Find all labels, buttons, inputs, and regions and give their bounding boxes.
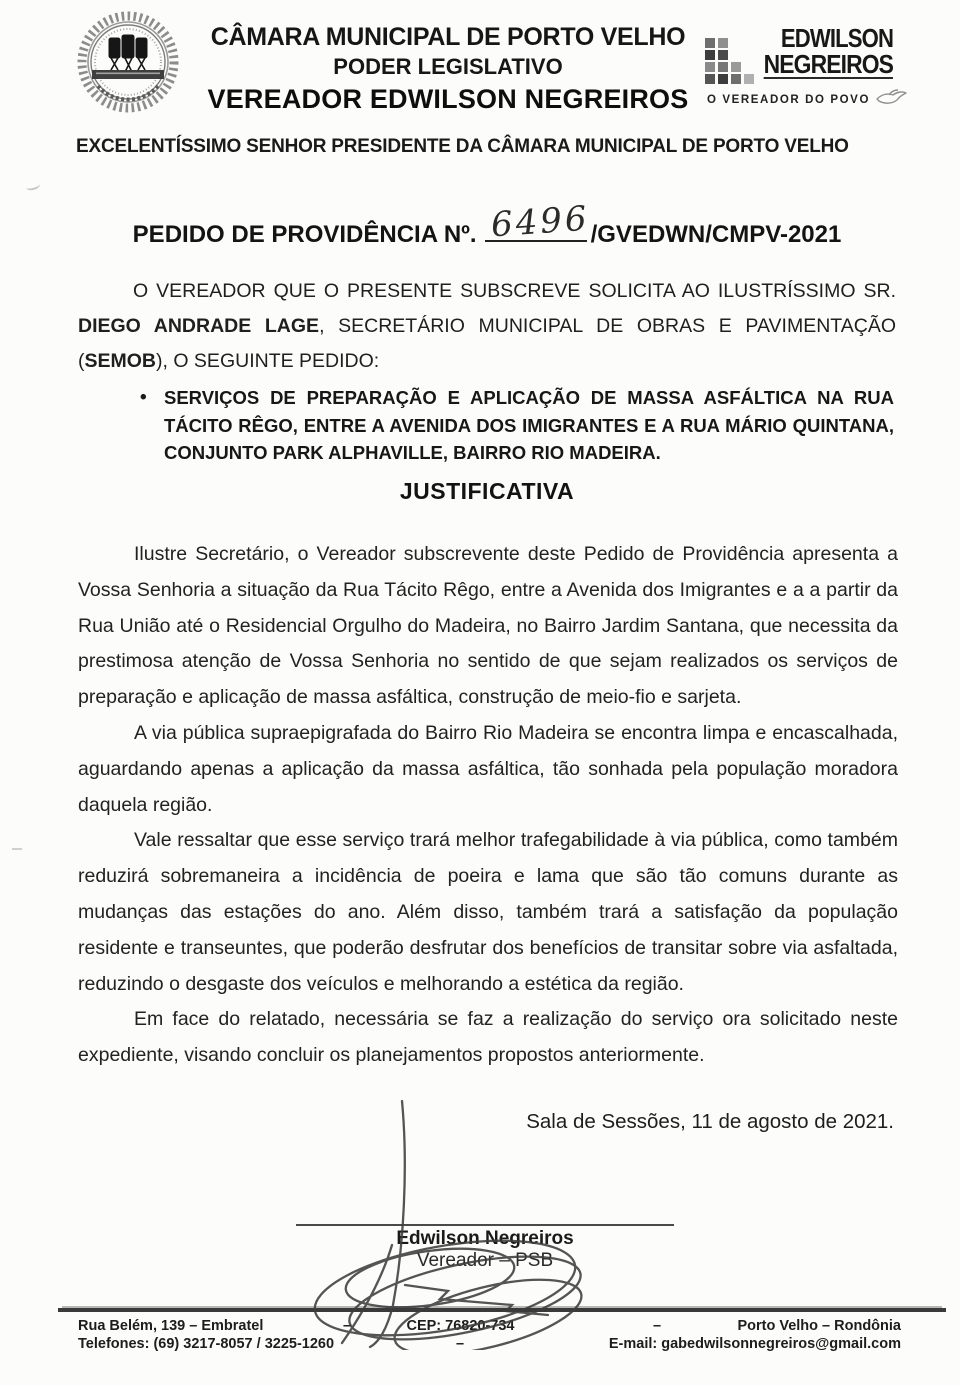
justification-paragraph: A via pública supraepigrafada do Bairro Rio Madeira se encontra limpa e encascalhada, aguardando apenas a aplicação da massa asfáltica, tão sonhada pela população moradora daquela região. — [78, 721, 898, 816]
secretary-org-acronym: SEMOB — [84, 350, 157, 372]
footer-separator: – — [343, 1318, 352, 1334]
councilman-logo — [703, 23, 905, 106]
request-intro-paragraph — [78, 274, 896, 379]
signature-block — [296, 1228, 674, 1272]
footer — [58, 1308, 946, 1368]
footer-city: Porto Velho – Rondônia — [737, 1318, 901, 1334]
logo-tagline: O VEREADOR DO POVO — [707, 93, 870, 106]
dove-icon — [875, 88, 909, 111]
request-bullet-text: SERVIÇOS DE PREPARAÇÃO E APLICAÇÃO DE MASSA ASFÁLTICA NA RUA TÁCITO RÊGO, ENTRE A AVENIDA DOS IMIGRANTES E A RUA MÁRIO QUINTANA, CONJUNTO PARK ALPHAVILLE, BAIRRO RIO MADEIRA. — [164, 387, 894, 463]
justification-paragraph: Em face do relatado, necessária se faz a realização do serviço ora solicitado neste expediente, visando concluir os planejamentos propostos anteriormente. — [78, 1008, 898, 1067]
logo-last-name: NEGREIROS — [763, 49, 893, 79]
footer-phones: Telefones: (69) 3217-8057 / 3225-1260 — [78, 1336, 335, 1352]
signer-name: Edwilson Negreiros — [396, 1228, 574, 1249]
scan-artifact — [12, 848, 22, 850]
session-date-line: Sala de Sessões, 11 de agosto de 2021. — [526, 1110, 894, 1133]
intro-text-2: , SECRETÁRIO MUNICIPAL DE OBRAS E PAVIMENTAÇÃO ( — [78, 315, 897, 372]
addressee-line: EXCELENTÍSSIMO SENHOR PRESIDENTE DA CÂMARA MUNICIPAL DE PORTO VELHO — [76, 136, 849, 157]
org-name: CÂMARA MUNICIPAL DE PORTO VELHO — [210, 23, 686, 51]
protocol-number-slot — [485, 198, 591, 246]
justification-heading: JUSTIFICATIVA — [399, 478, 575, 504]
justification-paragraph: Vale ressaltar que esse serviço trará melhor trafegabilidade à via pública, como também reduzirá sobremaneira a incidência de poeira e lama que são tão comuns durante as mudanças das estações do ano. Além disso, também trará a satisfação da população residente e transeuntes, que poderão desfrutar dos benefícios de transitar sobre via asfaltada, reduzindo o desgaste dos veículos e melhorando a estética da região. — [78, 829, 898, 995]
org-branch: PODER LEGISLATIVO — [333, 54, 563, 79]
footer-cep: CEP: 76820-734 — [406, 1318, 515, 1334]
justification-body — [78, 537, 898, 1074]
pixel-bars-icon — [705, 30, 759, 93]
handwritten-protocol-number: 6496 — [489, 198, 591, 246]
footer-email: E-mail: gabedwilsonnegreiros@gmail.com — [608, 1336, 901, 1352]
signature-rule — [296, 1224, 674, 1226]
request-bullet-item — [140, 384, 894, 467]
title-suffix: /GVEDWN/CMPV-2021 — [590, 221, 842, 248]
org-councilman: VEREADOR EDWILSON NEGREIROS — [207, 84, 689, 114]
footer-address: Rua Belém, 139 – Embratel — [78, 1318, 264, 1334]
scan-artifact — [25, 180, 41, 191]
intro-text-1: O VEREADOR QUE O PRESENTE SUBSCREVE SOLICITA AO ILUSTRÍSSIMO SR. — [133, 280, 896, 302]
footer-separator: – — [653, 1318, 662, 1334]
justification-paragraph: Ilustre Secretário, o Vereador subscrevente deste Pedido de Providência apresenta a Vossa Senhoria a situação da Rua Tácito Rêgo, entre a Avenida dos Imigrantes e a a partir da Rua União até o Residencial Orgulho do Madeira, no Bairro Jardim Santana, que necessita da prestimosa atenção de Vossa Senhoria no sentido de que sejam realizados os serviços de preparação e aplicação de massa asfáltica, construção de meio-fio e sarjeta. — [78, 543, 898, 709]
intro-text-3: ), O SEGUINTE PEDIDO: — [156, 350, 380, 372]
footer-separator: – — [456, 1336, 465, 1352]
document-title — [76, 198, 898, 249]
camara-seal-icon — [72, 8, 184, 120]
bullet-icon: • — [140, 387, 147, 408]
header-org-block — [200, 22, 696, 117]
signer-role: Vereador – PSB — [416, 1250, 554, 1271]
secretary-name: DIEGO ANDRADE LAGE — [78, 315, 320, 337]
title-prefix: PEDIDO DE PROVIDÊNCIA Nº. — [132, 221, 477, 248]
logo-first-name: EDWILSON — [780, 23, 893, 53]
